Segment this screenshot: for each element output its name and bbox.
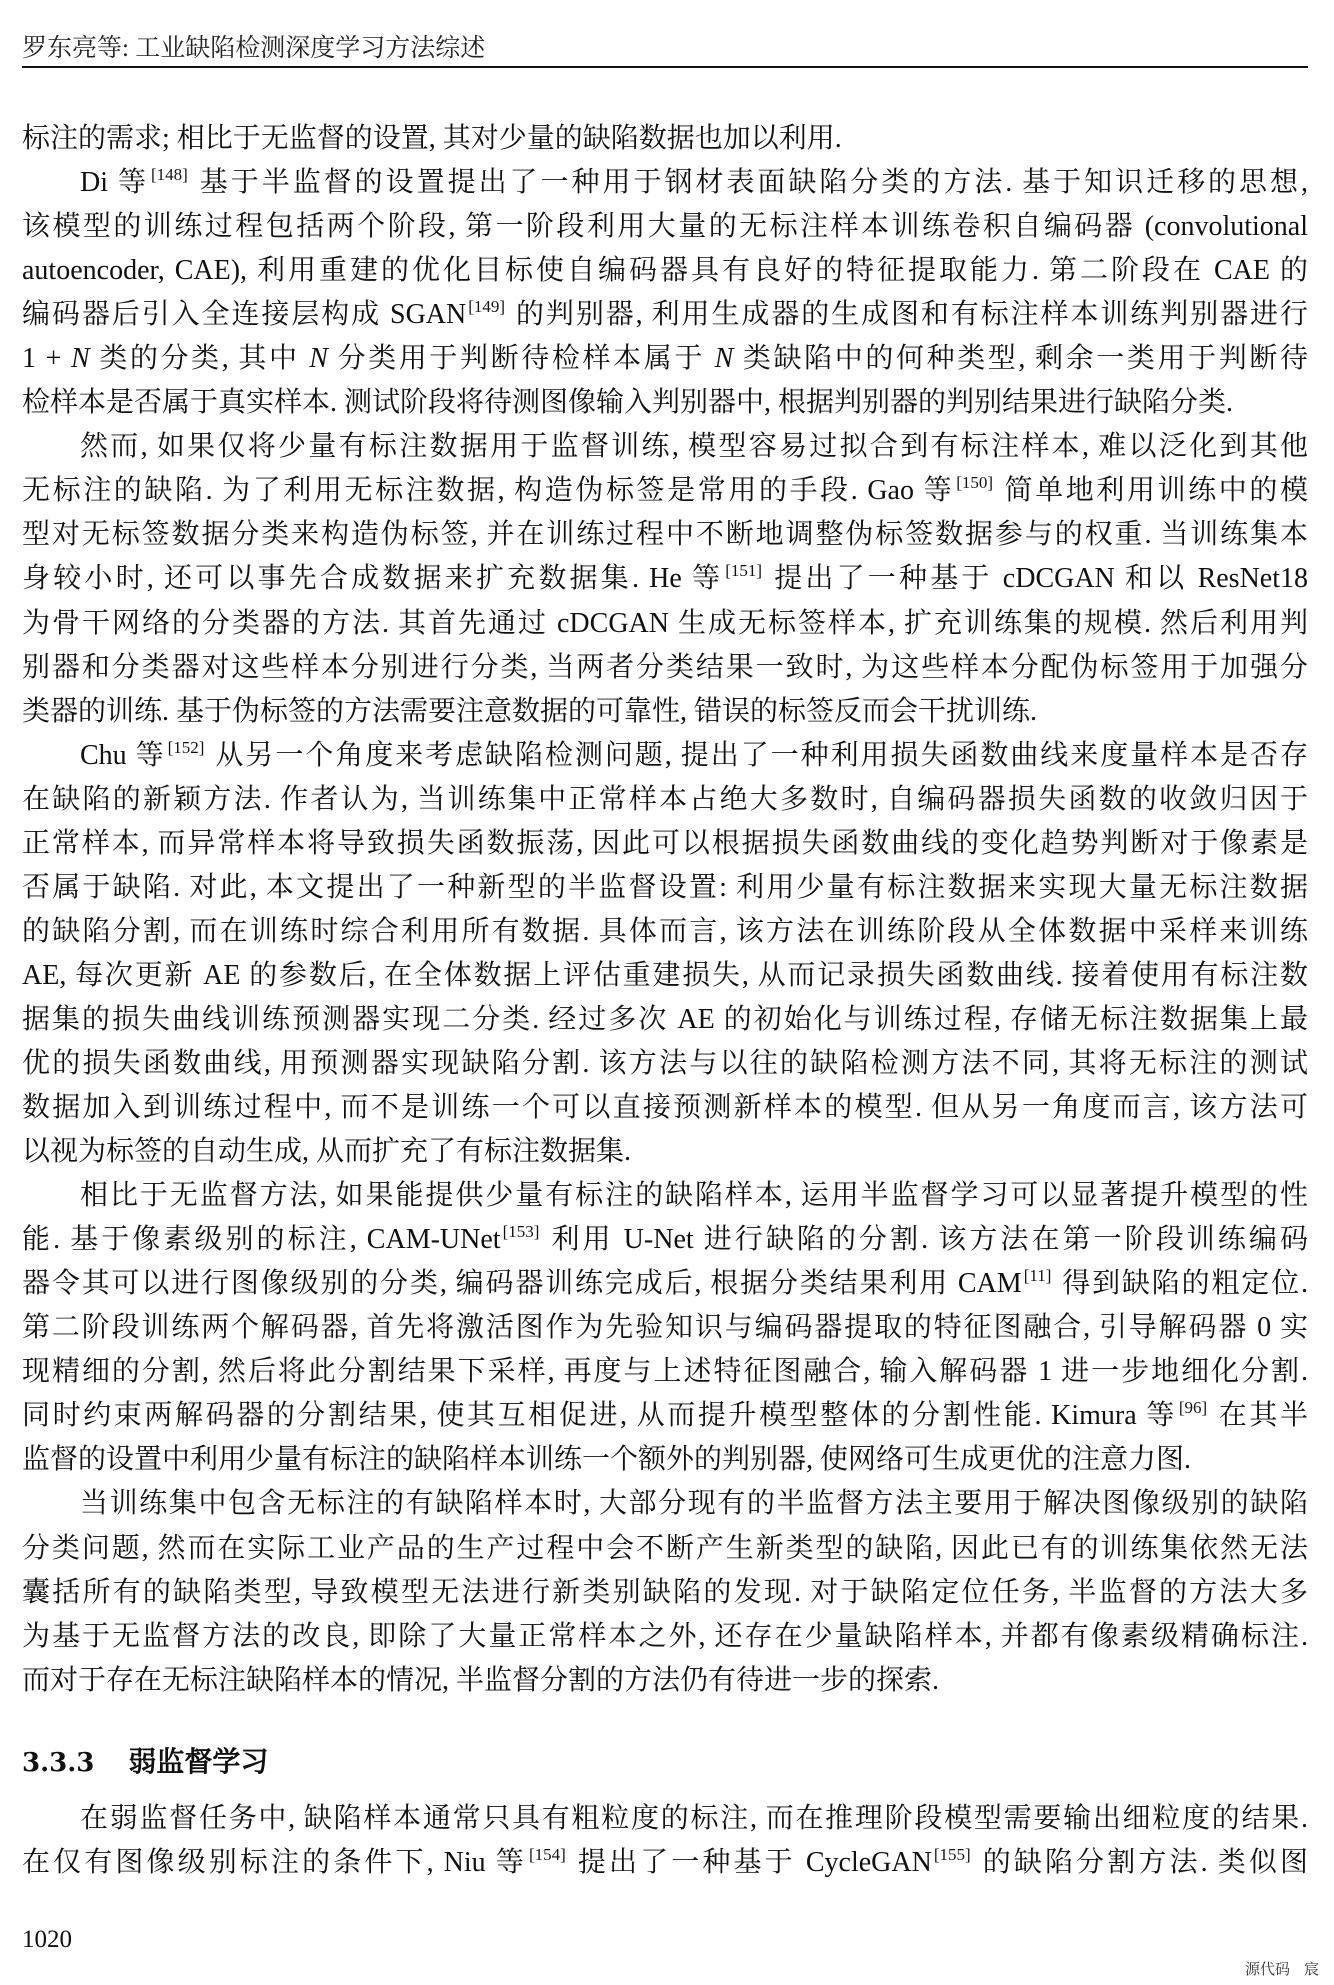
text-run: 类的分类, 其中	[89, 343, 310, 375]
text-line	[22, 602, 1308, 646]
text-run: Di 等	[80, 167, 149, 199]
text-run: 在仅有图像级别标注的条件下, Niu 等	[22, 1847, 527, 1879]
text-line	[22, 425, 1308, 469]
text-run: 的判别器, 利用生成器的生成图和有标注样本训练判别器进行	[507, 299, 1308, 331]
text-run: 标注的需求; 相比于无监督的设置, 其对少量的缺陷数据也加以利用.	[22, 123, 842, 154]
text-line	[22, 1350, 1308, 1394]
text-line	[22, 1438, 1308, 1482]
text-run: 第二阶段训练两个解码器, 首先将激活图作为先验知识与编码器提取的特征图融合, 引导解码器 0 实	[22, 1312, 1308, 1344]
text-line	[22, 161, 1308, 205]
header-rule	[22, 66, 1308, 68]
text-line	[22, 1130, 1308, 1174]
text-run: 否属于缺陷. 对此, 本文提出了一种新型的半监督设置: 利用少量有标注数据来实现大量无标注数据	[22, 871, 1308, 903]
text-line	[22, 822, 1308, 866]
text-line	[22, 646, 1308, 690]
text-run: Chu 等	[80, 739, 166, 771]
text-line	[22, 1394, 1308, 1438]
text-run: 检样本是否属于真实样本. 测试阶段将待测图像输入判别器中, 根据判别器的判别结果进行缺陷分类.	[22, 387, 1234, 419]
text-line	[22, 734, 1308, 778]
text-run: 能. 基于像素级别的标注, CAM-UNet	[22, 1224, 501, 1256]
text-line	[22, 954, 1308, 998]
text-run: 利用 U-Net 进行缺陷的分割. 该方法在第一阶段训练编码	[541, 1224, 1308, 1256]
text-run: 型对无标签数据分类来构造伪标签, 并在训练过程中不断地调整伪标签数据参与的权重. 当训练集本	[22, 519, 1308, 551]
citation-ref: [11]	[1023, 1266, 1052, 1286]
running-header: 罗东亮等: 工业缺陷检测深度学习方法综述	[22, 35, 486, 62]
text-run: 该模型的训练过程包括两个阶段, 第一阶段利用大量的无标注样本训练卷积自编码器 (convolutional	[22, 211, 1308, 243]
text-run: 囊括所有的缺陷类型, 导致模型无法进行新类别缺陷的发现. 对于缺陷定位任务, 半监督的方法大多	[22, 1576, 1308, 1608]
text-run: 现精细的分割, 然后将此分割结果下采样, 再度与上述特征图融合, 输入解码器 1 进一步地细化分割.	[22, 1356, 1308, 1388]
section-number: 3.3.3	[22, 1748, 95, 1778]
text-run: 提出了一种基于 cDCGAN 和以 ResNet18	[764, 563, 1308, 595]
text-line	[22, 117, 1308, 161]
page-number: 1020	[22, 1926, 72, 1953]
text-run: 身较小时, 还可以事先合成数据来扩充数据集. He 等	[22, 563, 724, 595]
text-run: 在弱监督任务中, 缺陷样本通常只具有粗粒度的标注, 而在推理阶段模型需要输出细粒度的结果.	[80, 1803, 1308, 1834]
citation-ref: [153]	[502, 1222, 540, 1242]
text-line	[22, 998, 1308, 1042]
watermark-text: 源代码	[1245, 1960, 1291, 1978]
math-variable: N	[71, 343, 90, 375]
text-run: 当训练集中包含无标注的有缺陷样本时, 大部分现有的半监督方法主要用于解决图像级别的缺陷	[80, 1488, 1308, 1520]
citation-ref: [155]	[933, 1845, 971, 1865]
watermark	[1245, 1958, 1319, 1979]
text-line	[22, 337, 1308, 381]
text-line	[22, 469, 1308, 513]
section-title: 弱监督学习	[128, 1747, 269, 1778]
text-line	[22, 249, 1308, 293]
citation-ref: [152]	[167, 737, 205, 757]
text-run: 1 +	[22, 343, 72, 375]
text-run: 分类用于判断待检样本属于	[327, 343, 715, 375]
text-run: 以视为标签的自动生成, 从而扩充了有标注数据集.	[22, 1136, 632, 1168]
text-line	[22, 293, 1308, 337]
text-run: 编码器后引入全连接层构成 SGAN	[22, 299, 467, 331]
text-line	[22, 1527, 1308, 1571]
text-run: 从另一个角度来考虑缺陷检测问题, 提出了一种利用损失函数曲线来度量样本是否存	[206, 739, 1308, 771]
text-run: 别器和分类器对这些样本分别进行分类, 当两者分类结果一致时, 为这些样本分配伪标签用于加强分	[22, 651, 1308, 683]
text-line	[22, 1615, 1308, 1659]
text-line	[22, 557, 1308, 601]
text-line	[22, 205, 1308, 249]
text-run: 提出了一种基于 CycleGAN	[567, 1847, 932, 1879]
citation-ref: [151]	[725, 561, 763, 581]
text-run: 分类问题, 然而在实际工业产品的生产过程中会不断产生新类型的缺陷, 因此已有的训练集依然无法	[22, 1532, 1308, 1564]
text-line	[22, 513, 1308, 557]
text-run: 相比于无监督方法, 如果能提供少量有标注的缺陷样本, 运用半监督学习可以显著提升模型的性	[80, 1180, 1308, 1212]
text-run: 数据加入到训练过程中, 而不是训练一个可以直接预测新样本的模型. 但从另一角度而言, 该方法可	[22, 1092, 1308, 1124]
text-run: 得到缺陷的粗定位.	[1053, 1268, 1308, 1300]
text-run: 在其半	[1209, 1400, 1308, 1432]
text-run: 在缺陷的新颖方法. 作者认为, 当训练集中正常样本占绝大多数时, 自编码器损失函数的收敛归因于	[22, 783, 1308, 815]
text-line	[22, 690, 1308, 734]
text-run: AE, 每次更新 AE 的参数后, 在全体数据上评估重建损失, 从而记录损失函数曲线. 接着使用有标注数	[22, 959, 1308, 991]
text-line	[22, 381, 1308, 425]
citation-ref: [148]	[150, 165, 188, 185]
text-run: 基于半监督的设置提出了一种用于钢材表面缺陷分类的方法. 基于知识迁移的思想,	[189, 167, 1308, 199]
section-heading	[22, 1740, 268, 1780]
text-run: 优的损失函数曲线, 用预测器实现缺陷分割. 该方法与以往的缺陷检测方法不同, 其将无标注的测试	[22, 1047, 1308, 1079]
text-run: 类缺陷中的何种类型, 剩余一类用于判断待	[733, 343, 1308, 375]
math-variable: N	[714, 343, 734, 375]
text-run: 监督的设置中利用少量有标注的缺陷样本训练一个额外的判别器, 使网络可生成更优的注意力图.	[22, 1444, 1192, 1476]
text-run: 然而, 如果仅将少量有标注数据用于监督训练, 模型容易过拟合到有标注样本, 难以泛化到其他	[80, 431, 1308, 463]
text-line	[22, 910, 1308, 954]
text-run: 的缺陷分割, 而在训练时综合利用所有数据. 具体而言, 该方法在训练阶段从全体数据中采样来训练	[22, 915, 1308, 947]
citation-ref: [150]	[956, 473, 994, 493]
text-line	[22, 778, 1308, 822]
text-line	[22, 1482, 1308, 1526]
text-line	[22, 1218, 1308, 1262]
text-run: 的缺陷分割方法. 类似图	[972, 1847, 1308, 1879]
text-run: 同时约束两解码器的分割结果, 使其互相促进, 从而提升模型整体的分割性能. Kimura 等	[22, 1400, 1177, 1432]
text-line	[22, 1042, 1308, 1086]
text-run: 而对于存在无标注缺陷样本的情况, 半监督分割的方法仍有待进一步的探索.	[22, 1664, 940, 1696]
text-line	[22, 1306, 1308, 1350]
text-run: autoencoder, CAE), 利用重建的优化目标使自编码器具有良好的特征提取能力. 第二阶段在 CAE 的	[22, 255, 1308, 287]
text-run: 无标注的缺陷. 为了利用无标注数据, 构造伪标签是常用的手段. Gao 等	[22, 475, 955, 507]
text-line	[22, 1571, 1308, 1615]
text-run: 类器的训练. 基于伪标签的方法需要注意数据的可靠性, 错误的标签反而会干扰训练.	[22, 695, 1038, 727]
citation-ref: [154]	[528, 1845, 566, 1865]
text-line	[22, 1841, 1308, 1885]
body-text	[22, 117, 1308, 1703]
text-line	[22, 1262, 1308, 1306]
text-run: 为基于无监督方法的改良, 即除了大量正常样本之外, 还存在少量缺陷样本, 并都有像素级精确标注.	[22, 1620, 1308, 1652]
body-text-2	[22, 1797, 1308, 1885]
text-line	[22, 1086, 1308, 1130]
text-run: 器令其可以进行图像级别的分类, 编码器训练完成后, 根据分类结果利用 CAM	[22, 1268, 1022, 1300]
text-run: 正常样本, 而异常样本将导致损失函数振荡, 因此可以根据损失函数曲线的变化趋势判断对于像素是	[22, 827, 1308, 859]
citation-ref: [96]	[1178, 1398, 1208, 1418]
text-line	[22, 1659, 1308, 1703]
text-line	[22, 1174, 1308, 1218]
text-run: 为骨干网络的分类器的方法. 其首先通过 cDCGAN 生成无标签样本, 扩充训练集的规模. 然后利用判	[22, 607, 1308, 639]
text-line	[22, 866, 1308, 910]
watermark-text-2: 宸	[1304, 1960, 1320, 1978]
text-line	[22, 1797, 1308, 1841]
math-variable: N	[309, 343, 328, 375]
text-run: 据集的损失曲线训练预测器实现二分类. 经过多次 AE 的初始化与训练过程, 存储无标注数据集上最	[22, 1003, 1308, 1035]
citation-ref: [149]	[468, 297, 506, 317]
text-run: 简单地利用训练中的模	[995, 475, 1308, 507]
